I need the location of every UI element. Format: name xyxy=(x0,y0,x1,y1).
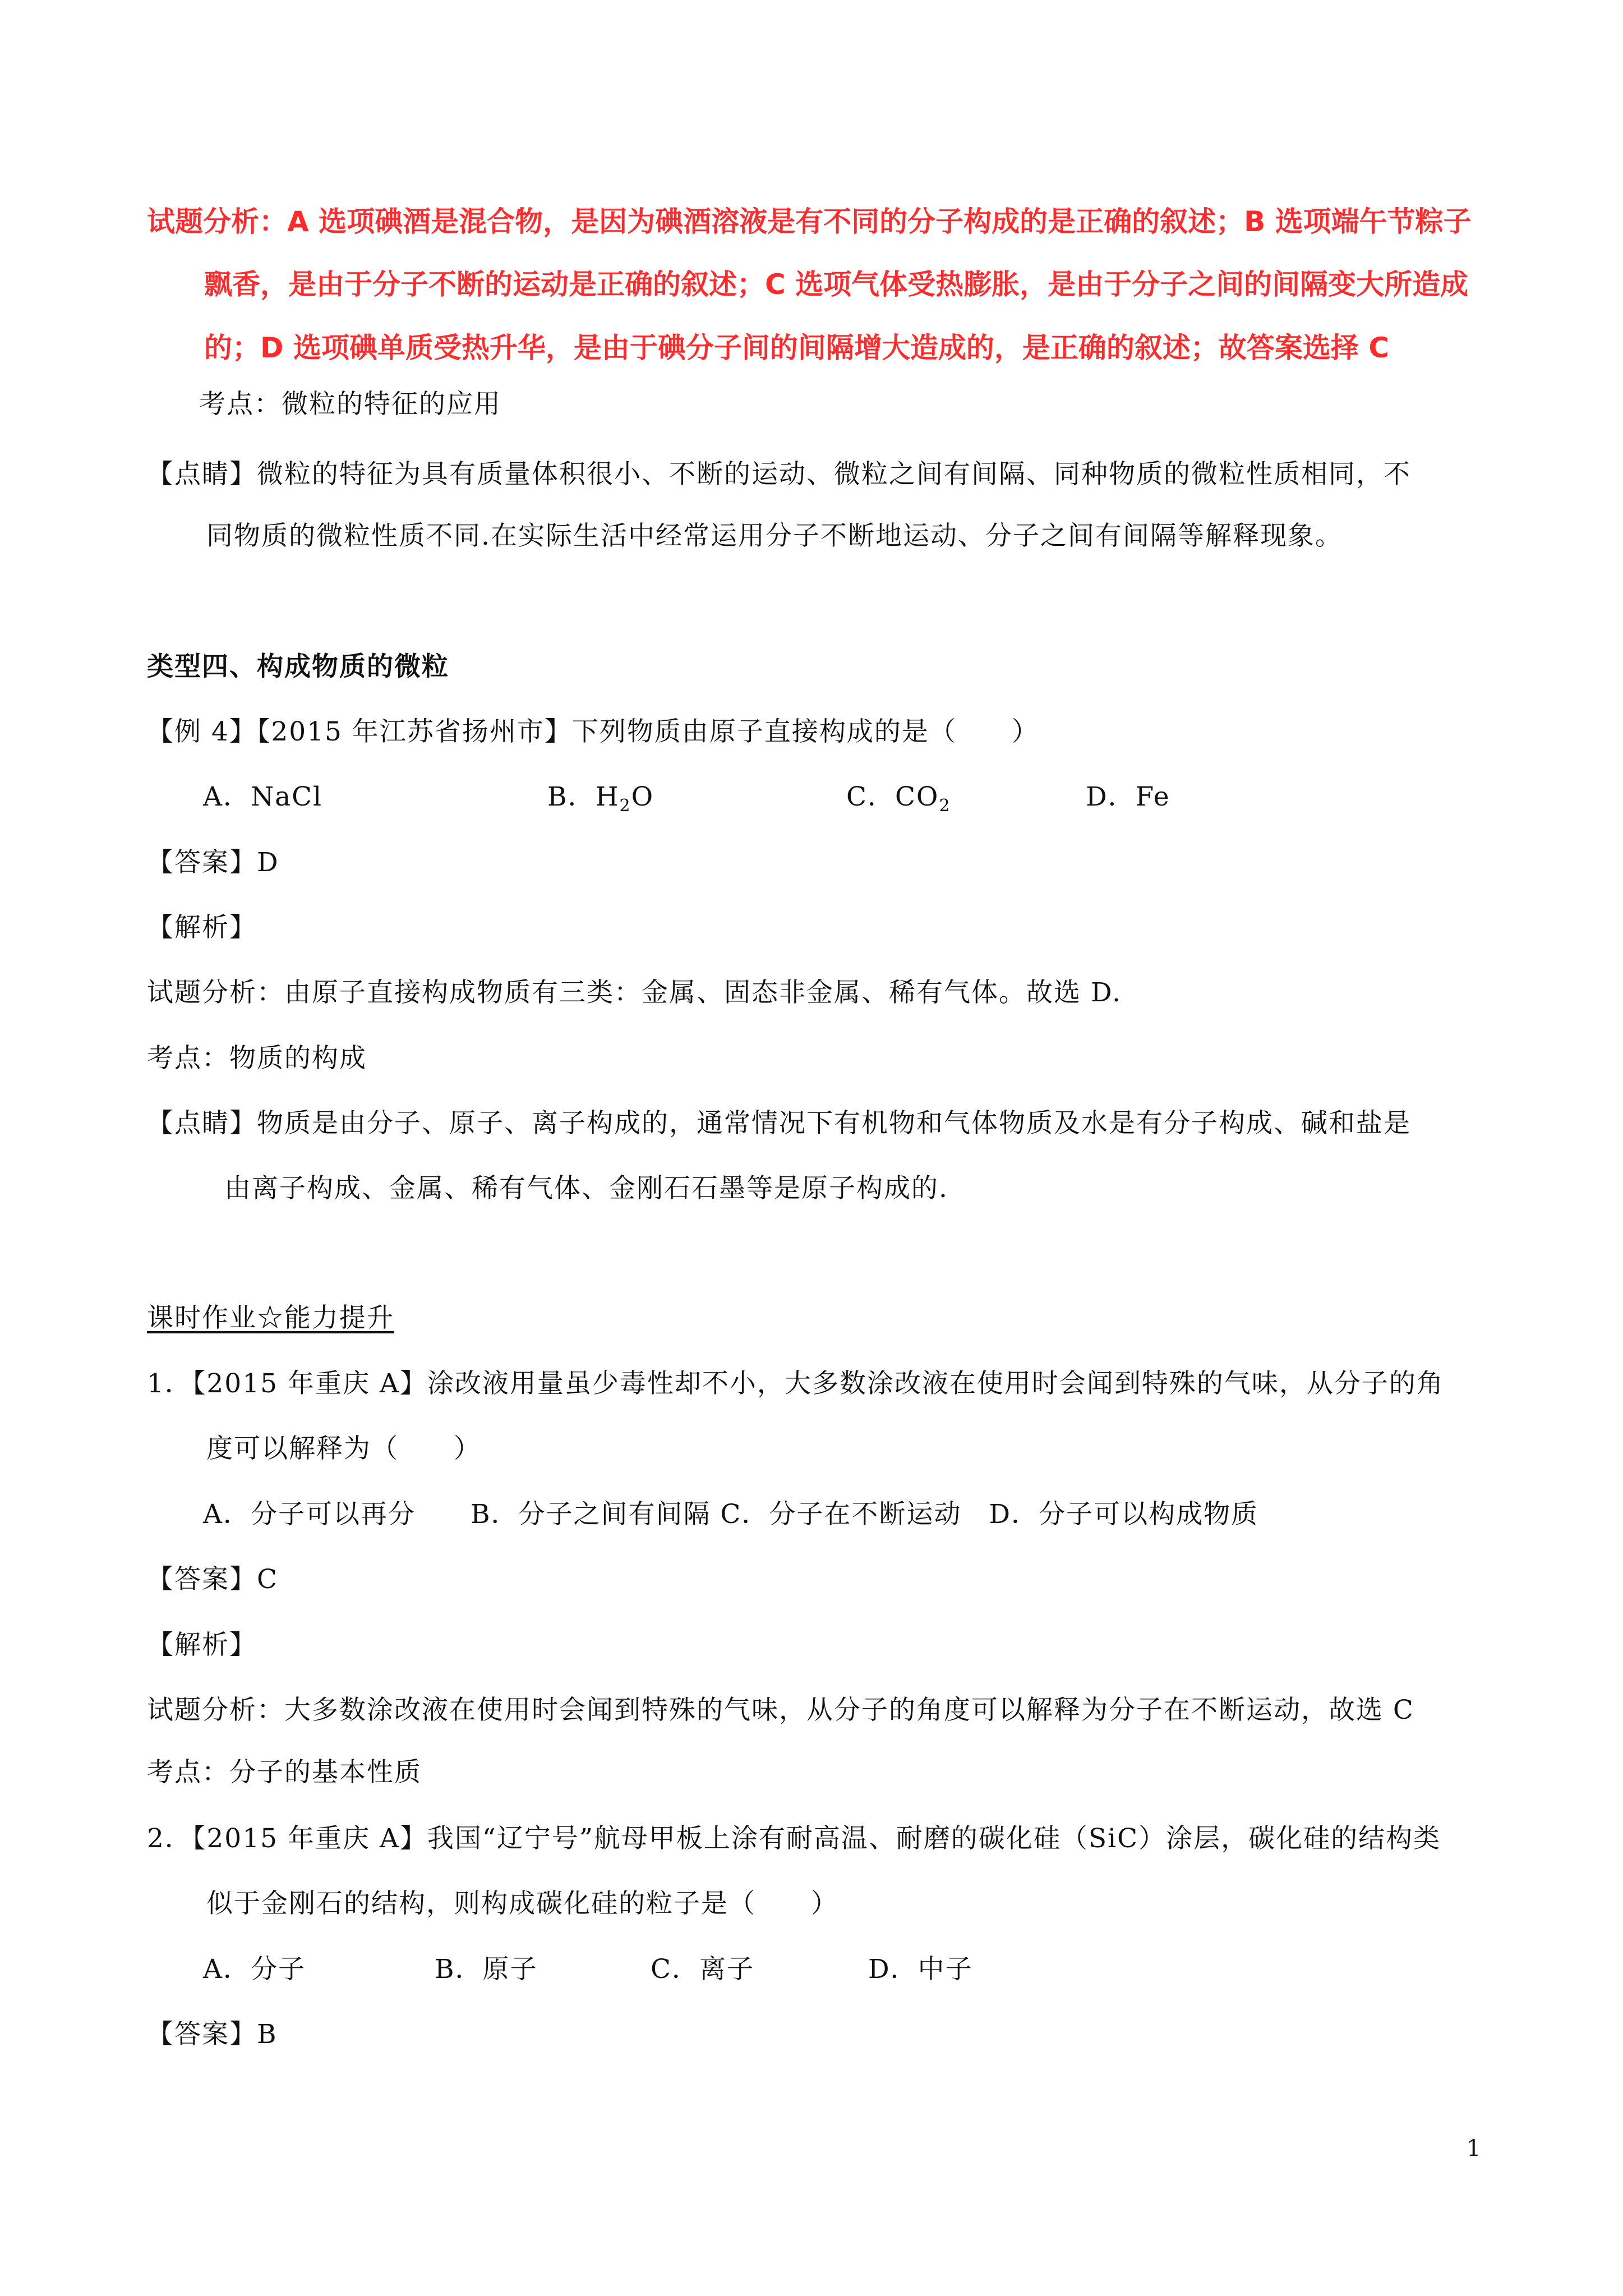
q2-line-2: 似于金刚石的结构，则构成碳化硅的粒子是（ ） xyxy=(206,1888,838,1919)
section-title: 类型四、构成物质的微粒 xyxy=(147,651,449,682)
example4-kaodian: 考点：物质的构成 xyxy=(147,1043,367,1074)
example4-option-d: D．Fe xyxy=(1086,781,1170,812)
q2-option-c: C．离子 xyxy=(651,1954,754,1985)
example4-option-c: C．$CO_2$ xyxy=(846,781,951,816)
analysis-red-line-3: 的；D 选项碘单质受热升华，是由于碘分子间的间隔增大造成的，是正确的叙述；故答案选择 C xyxy=(204,332,1390,364)
q2-answer: 【答案】B xyxy=(147,2019,278,2050)
q1-analysis: 试题分析：大多数涂改液在使用时会闻到特殊的气味，从分子的角度可以解释为分子在不断运动，故选 C xyxy=(147,1695,1414,1726)
dianjing-1-line-2: 同物质的微粒性质不同.在实际生活中经常运用分子不断地运动、分子之间有间隔等解释现象。 xyxy=(206,521,1343,551)
q2-option-b: B．原子 xyxy=(435,1954,538,1985)
example4-option-a: A．NaCl xyxy=(203,781,323,812)
q2-line-1: 2．【2015 年重庆 A】我国“辽宁号”航母甲板上涂有耐高温、耐磨的碳化硅（SiC）涂层，碳化硅的结构类 xyxy=(147,1823,1441,1854)
analysis-red-line-2: 飘香，是由于分子不断的运动是正确的叙述；C 选项气体受热膨胀，是由于分子之间的间隔变大所造成 xyxy=(204,268,1469,301)
example4-question: 【例 4】【2015 年江苏省扬州市】下列物质由原子直接构成的是（ ） xyxy=(147,716,1039,747)
q1-jiexi: 【解析】 xyxy=(147,1630,257,1660)
page-number: 1 xyxy=(1467,2136,1481,2161)
example4-jiexi: 【解析】 xyxy=(147,912,257,943)
example4-dianjing-line-1: 【点睛】物质是由分子、原子、离子构成的，通常情况下有机物和气体物质及水是有分子构成、碱和盐是 xyxy=(147,1108,1411,1139)
example4-analysis: 试题分析：由原子直接构成物质有三类：金属、固态非金属、稀有气体。故选 D. xyxy=(147,977,1122,1008)
dianjing-1-line-1: 【点睛】微粒的特征为具有质量体积很小、不断的运动、微粒之间有间隔、同种物质的微粒性质相同，不 xyxy=(147,459,1411,490)
q1-answer: 【答案】C xyxy=(147,1564,278,1595)
q2-option-d: D．中子 xyxy=(868,1954,973,1985)
example4-option-b: B．$H_2O$ xyxy=(547,781,654,816)
q1-kaodian: 考点：分子的基本性质 xyxy=(147,1757,422,1788)
example4-dianjing-line-2: 由离子构成、金属、稀有气体、金刚石石墨等是原子构成的. xyxy=(224,1173,948,1204)
analysis-red-line-1: 试题分析：A 选项碘酒是混合物，是因为碘酒溶液是有不同的分子构成的是正确的叙述；B 选项端午节粽子 xyxy=(147,205,1472,238)
example4-answer: 【答案】D xyxy=(147,847,279,878)
q2-option-a: A．分子 xyxy=(203,1954,306,1985)
q1-line-2: 度可以解释为（ ） xyxy=(206,1433,481,1464)
q1-options: A．分子可以再分 B．分子之间有间隔 C．分子在不断运动 D．分子可以构成物质 xyxy=(203,1499,1259,1530)
kaodian-1: 考点：微粒的特征的应用 xyxy=(199,389,501,420)
q1-line-1: 1．【2015 年重庆 A】涂改液用量虽少毒性却不小，大多数涂改液在使用时会闻到特殊的气味，从分子的角 xyxy=(147,1368,1444,1399)
homework-title: 课时作业☆能力提升 xyxy=(147,1303,394,1333)
